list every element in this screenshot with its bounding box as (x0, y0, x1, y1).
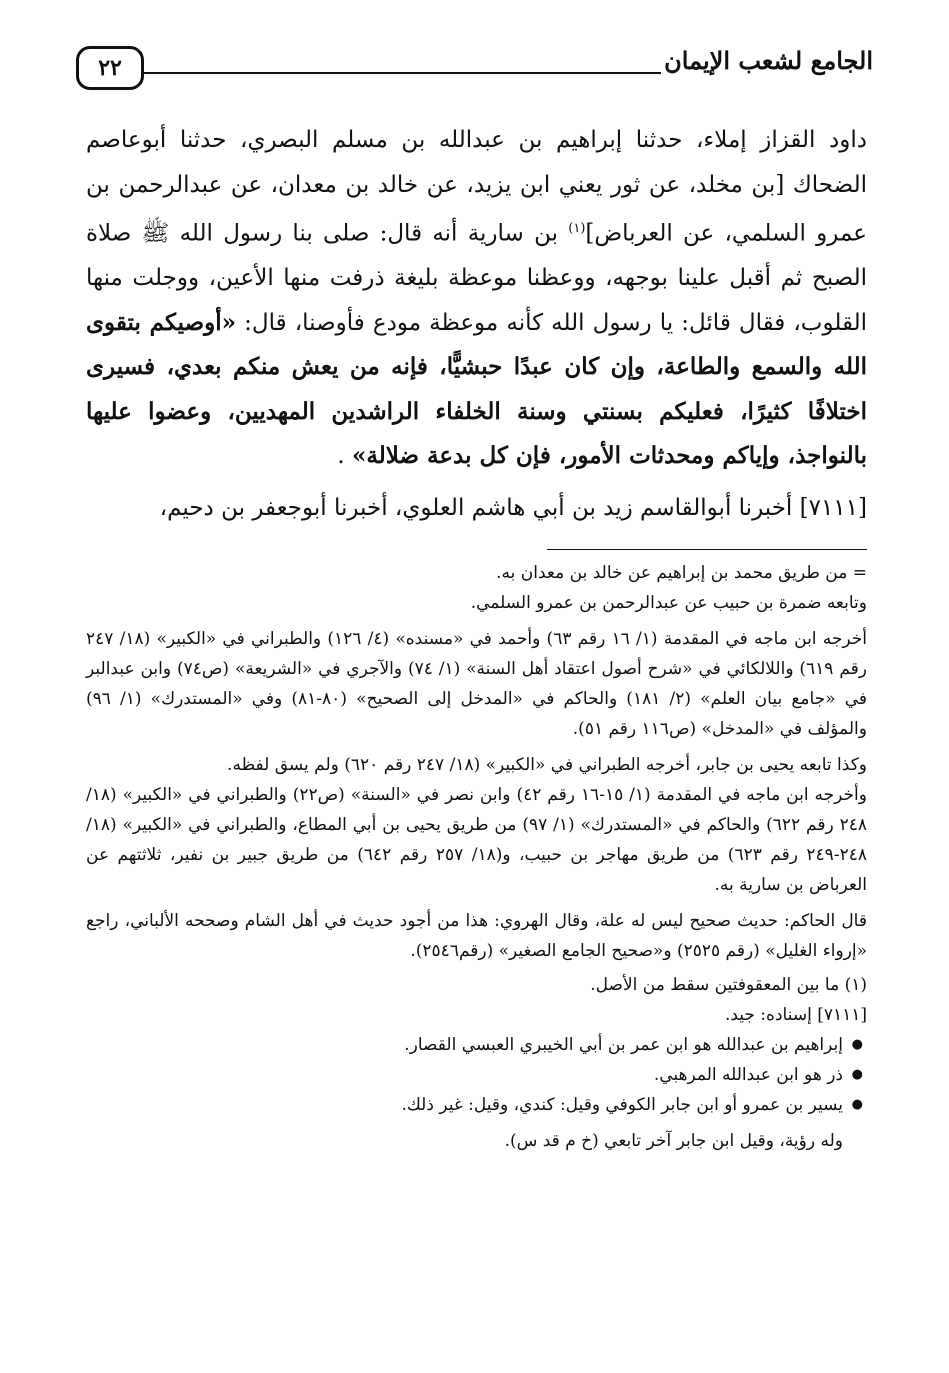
footnote-continuation-4: وكذا تابعه يحيى بن جابر، أخرجه الطبراني في «الكبير» (١٨/ ٢٤٧ رقم ٦٢٠) ولم يسق لفظه. (227, 755, 867, 775)
main-text-end: . (337, 443, 353, 470)
running-title: الجامع لشعب الإيمان (664, 46, 873, 75)
main-text (86, 118, 867, 479)
footnote-continuation-1: = من طريق محمد بن إبراهيم عن خالد بن معدان به. (496, 563, 867, 583)
main-text-part2: بن سارية أنه قال: صلى بنا رسول الله ﷺ صلاة الصبح ثم أقبل علينا بوجهه، ووعظنا موعظة بليغة ذرفت منها الأعين، ووجلت منها القلوب، فقال قائل: يا رسول الله كأنه موعظة مودع فأوصنا، قال: (86, 220, 867, 336)
header-rule (142, 72, 661, 74)
isnad-title: [٧١١١] إسناده: جيد. (724, 1005, 867, 1025)
main-text-part1: داود القزاز إملاء، حدثنا إبراهيم بن عبدالله بن مسلم البصري، حدثنا أبوعاصم الضحاك [بن مخلد، عن ثور يعني ابن يزيد، عن خالد بن معدان، عن عبدالرحمن بن عمرو السلمي، عن العرباض] (86, 127, 868, 247)
footnote-continuation-5: وأخرجه ابن ماجه في المقدمة (١/ ١٥-١٦ رقم ٤٢) وابن نصر في «السنة» (ص٢٢) والطبراني في «الكبير» (١٨/ ٢٤٨ رقم ٦٢٢) والحاكم في «المستدرك» (١/ ٩٧) من طريق يحيى بن أبي المطاع، والطبراني في «الكبير» (١٨/ ٢٤٨-٢٤٩ رقم ٦٢٣) من طريق مهاجر بن حبيب، و(١٨/ ٢٥٧ رقم ٦٤٢) من طريق جبير بن نفير، ثلاثتهم عن العرباض بن سارية به. (86, 785, 867, 895)
narrator-item: ● إبراهيم بن عبدالله هو ابن عمر بن أبي الخيبري العبسي القصار. (86, 1030, 843, 1060)
narrator-note: وله رؤية، وقيل ابن جابر آخر تابعي (خ م قد س). (504, 1131, 843, 1151)
footnote-1: (١) ما بين المعقوفتين سقط من الأصل. (590, 975, 867, 995)
footnote-continuation-2: وتابعه ضمرة بن حبيب عن عبدالرحمن بن عمرو السلمي. (470, 593, 867, 613)
narrator-list (86, 1030, 867, 1120)
page-number: ٢٢ (76, 46, 144, 90)
entry-7111: [٧١١١] أخبرنا أبوالقاسم زيد بن أبي هاشم العلوي، أخبرنا أبوجعفر بن دحيم، (159, 495, 867, 521)
footnote-reference[interactable]: (١) (568, 221, 586, 236)
footnotes (86, 558, 867, 1156)
narrator-item: ● يسير بن عمرو أو ابن جابر الكوفي وقيل: كندي، وقيل: غير ذلك. (86, 1090, 843, 1120)
footnote-divider (547, 549, 867, 550)
page-header (76, 40, 873, 110)
footnote-continuation-6: قال الحاكم: حديث صحيح ليس له علة، وقال الهروي: هذا من أجود حديث في أهل الشام وصححه الألباني، راجع «إرواء الغليل» (رقم ٢٥٢٥) و«صحيح الجامع الصغير» (رقم٢٥٤٦). (86, 911, 867, 961)
main-paragraph (86, 118, 867, 479)
narrator-item: ● ذر هو ابن عبدالله المرهبي. (86, 1060, 843, 1090)
footnote-continuation-3: أخرجه ابن ماجه في المقدمة (١/ ١٦ رقم ٦٣) وأحمد في «مسنده» (٤/ ١٢٦) والطبراني في «الكبير» (١٨/ ٢٤٧ رقم ٦١٩) واللالكائي في «شرح أصول اعتقاد أهل السنة» (١/ ٧٤) والآجري في «الشريعة» (ص٧٤) وابن عبدالبر في «جامع بيان العلم» (٢/ ١٨١) والحاكم في «المدخل إلى الصحيح» (٨٠-٨١) وفي «المستدرك» (١/ ٩٦) والمؤلف في «المدخل» (ص١١٦ رقم ٥١). (86, 629, 867, 739)
hadith-text: «أوصيكم بتقوى الله والسمع والطاعة، وإن كان عبدًا حبشيًّا، فإنه من يعش منكم بعدي، فسيرى اختلافًا كثيرًا، فعليكم بسنتي وسنة الخلفاء الراشدين المهديين، وعضوا عليها بالنواجذ، وإياكم ومحدثات الأمور، فإن كل بدعة ضلالة» (86, 308, 867, 470)
